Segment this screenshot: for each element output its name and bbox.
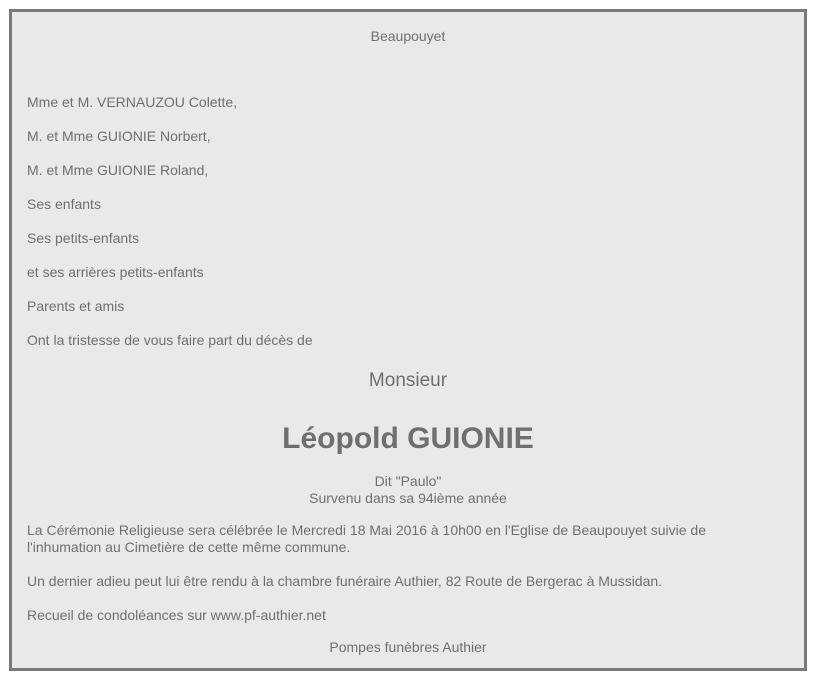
deceased-age: Survenu dans sa 94ième année xyxy=(309,490,507,506)
deceased-title: Monsieur xyxy=(368,370,448,391)
family-line: et ses arrières petits-enfants xyxy=(27,264,204,280)
family-line: Parents et amis xyxy=(27,298,125,314)
family-line: Mme et M. VERNAUZOU Colette, xyxy=(27,94,238,110)
family-line: M. et Mme GUIONIE Norbert, xyxy=(27,128,211,144)
ceremony-paragraph: La Cérémonie Religieuse sera célébrée le Mercredi 18 Mai 2016 à 10h00 en l'Eglise de Beaupouyet suivie de l'inhumation au Cimetière de cette même commune. xyxy=(27,522,706,555)
funeral-home-signature: Pompes funèbres Authier xyxy=(329,639,487,655)
location-title: Beaupouyet xyxy=(370,28,446,44)
condolences-paragraph: Recueil de condoléances sur www.pf-authier.net xyxy=(27,607,326,623)
announcement-line: Ont la tristesse de vous faire part du décès de xyxy=(27,332,313,348)
obituary-notice xyxy=(9,9,807,671)
family-line: M. et Mme GUIONIE Roland, xyxy=(27,162,209,178)
family-line: Ses enfants xyxy=(27,196,101,212)
farewell-paragraph: Un dernier adieu peut lui être rendu à la chambre funéraire Authier, 82 Route de Bergerac à Mussidan. xyxy=(27,573,663,589)
deceased-name: Léopold GUIONIE xyxy=(282,422,534,455)
family-line: Ses petits-enfants xyxy=(27,230,140,246)
deceased-nickname: Dit "Paulo" xyxy=(374,473,442,489)
